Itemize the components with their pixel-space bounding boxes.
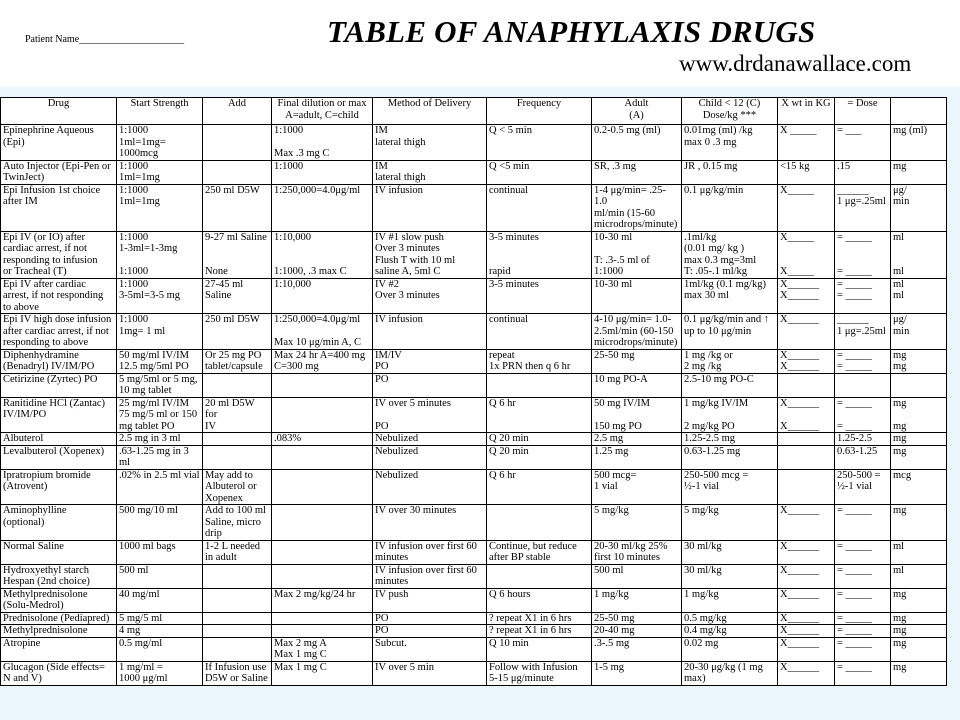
cell-unit: mg [891, 637, 947, 661]
cell-dose: = _____ [835, 625, 891, 638]
table-area [0, 87, 960, 720]
cell-method: IM lateral thigh [373, 125, 487, 161]
cell-dose: 0.63-1.25 [835, 445, 891, 469]
cell-drug: Albuterol [1, 433, 117, 446]
cell-final-dilution: 1:10,000 [272, 278, 373, 314]
page-title: TABLE OF ANAPHYLAXIS DRUGS [327, 14, 816, 49]
cell-child-dose: 20-30 μg/kg (1 mg max) [682, 661, 778, 685]
cell-unit: mg mg [891, 397, 947, 433]
header-final-dilution: Final dilution or max A=adult, C=child [272, 98, 373, 125]
cell-child-dose: 0.02 mg [682, 637, 778, 661]
cell-method: IV over 30 minutes [373, 505, 487, 541]
cell-dose [835, 373, 891, 397]
cell-frequency: ? repeat X1 in 6 hrs [487, 612, 592, 625]
cell-method: IV infusion over first 60 minutes [373, 540, 487, 564]
cell-final-dilution [272, 564, 373, 588]
table-header-row [1, 98, 947, 125]
cell-add: If Infusion use D5W or Saline [203, 661, 272, 685]
cell-adult-dose: 20-40 mg [592, 625, 682, 638]
cell-add [203, 373, 272, 397]
cell-adult-dose: 1.25 mg [592, 445, 682, 469]
cell-dose: = _____ [835, 637, 891, 661]
cell-adult-dose: SR, .3 mg [592, 160, 682, 184]
cell-adult-dose: 10-30 ml [592, 278, 682, 314]
cell-drug: Epi IV high dose infusion after cardiac arrest, if not responding to above [1, 314, 117, 350]
cell-dose: = _____ [835, 612, 891, 625]
cell-drug: Hydroxyethyl starch Hespan (2nd choice) [1, 564, 117, 588]
cell-start-strength: 1:1000 1mg= 1 ml [117, 314, 203, 350]
table-row [1, 373, 947, 397]
cell-drug: Glucagon (Side effects= N and V) [1, 661, 117, 685]
cell-frequency: Follow with Infusion 5-15 μg/minute [487, 661, 592, 685]
cell-unit [891, 373, 947, 397]
table-row [1, 314, 947, 350]
cell-add: 20 ml D5W for IV [203, 397, 272, 433]
cell-unit: μg/ min [891, 314, 947, 350]
cell-start-strength: 1:1000 3-5ml=3-5 mg [117, 278, 203, 314]
cell-dose: .15 [835, 160, 891, 184]
cell-method: IM lateral thigh [373, 160, 487, 184]
cell-dose: = _____ = _____ [835, 231, 891, 278]
cell-method: Subcut. [373, 637, 487, 661]
cell-weight: X _____ [778, 125, 835, 161]
header-unit [891, 98, 947, 125]
cell-weight [778, 373, 835, 397]
cell-final-dilution: Max 24 hr A=400 mg C=300 mg [272, 349, 373, 373]
cell-weight: X______ [778, 625, 835, 638]
cell-dose: = ___ [835, 125, 891, 161]
cell-drug: Atropine [1, 637, 117, 661]
cell-start-strength: 1:1000 1ml=1mg [117, 160, 203, 184]
cell-start-strength: 1:1000 1ml=1mg= 1000mcg [117, 125, 203, 161]
cell-start-strength: 2.5 mg in 3 ml [117, 433, 203, 446]
cell-weight: X______ [778, 505, 835, 541]
cell-add: 27-45 ml Saline [203, 278, 272, 314]
cell-unit: mg [891, 661, 947, 685]
cell-frequency: continual [487, 314, 592, 350]
cell-weight: X______ [778, 314, 835, 350]
cell-unit: mg [891, 433, 947, 446]
cell-start-strength: 40 mg/ml [117, 588, 203, 612]
header-dose: = Dose [835, 98, 891, 125]
table-row [1, 661, 947, 685]
cell-final-dilution [272, 397, 373, 433]
cell-frequency: Q 20 min [487, 433, 592, 446]
cell-frequency: Q < 5 min [487, 125, 592, 161]
header-child: Child < 12 (C) Dose/kg *** [682, 98, 778, 125]
cell-dose: = _____ [835, 588, 891, 612]
cell-unit: ml ml [891, 278, 947, 314]
cell-unit: mg mg [891, 349, 947, 373]
cell-unit: ml ml [891, 231, 947, 278]
cell-unit: mg [891, 625, 947, 638]
cell-start-strength: 0.5 mg/ml [117, 637, 203, 661]
patient-name-field: Patient Name_____________________ [25, 34, 185, 45]
cell-dose: = _____ = _____ [835, 278, 891, 314]
cell-method: IV infusion [373, 314, 487, 350]
cell-dose: = _____ = _____ [835, 349, 891, 373]
cell-method: IM/IV PO [373, 349, 487, 373]
cell-adult-dose: 4-10 μg/min= 1.0- 2.5ml/min (60-150 microdrops/minute) [592, 314, 682, 350]
cell-method: IV over 5 min [373, 661, 487, 685]
cell-weight: X______ [778, 540, 835, 564]
cell-final-dilution [272, 445, 373, 469]
cell-start-strength: 500 mg/10 ml [117, 505, 203, 541]
cell-unit: mg (ml) [891, 125, 947, 161]
cell-method: PO [373, 612, 487, 625]
cell-frequency: Continue, but reduce after BP stable [487, 540, 592, 564]
table-row [1, 397, 947, 433]
table-row [1, 625, 947, 638]
cell-adult-dose: 10 mg PO-A [592, 373, 682, 397]
cell-final-dilution: 1:10,000 1:1000, .3 max C [272, 231, 373, 278]
cell-weight: X_____ X_____ [778, 231, 835, 278]
cell-add [203, 625, 272, 638]
cell-frequency: ? repeat X1 in 6 hrs [487, 625, 592, 638]
cell-adult-dose: 25-50 mg [592, 349, 682, 373]
cell-drug: Epi Infusion 1st choice after IM [1, 184, 117, 231]
cell-weight [778, 445, 835, 469]
cell-dose: 250-500 = ½-1 vial [835, 469, 891, 505]
cell-drug: Epi IV after cardiac arrest, if not responding to above [1, 278, 117, 314]
cell-final-dilution [272, 505, 373, 541]
cell-final-dilution [272, 373, 373, 397]
cell-drug: Methylprednisolone (Solu-Medrol) [1, 588, 117, 612]
cell-start-strength: .02% in 2.5 ml vial [117, 469, 203, 505]
cell-dose: = _____ [835, 564, 891, 588]
cell-dose: = _____ [835, 505, 891, 541]
cell-child-dose: 0.1 μg/kg/min and ↑ up to 10 μg/min [682, 314, 778, 350]
cell-add [203, 637, 272, 661]
cell-frequency: repeat 1x PRN then q 6 hr [487, 349, 592, 373]
cell-method: Nebulized [373, 433, 487, 446]
cell-unit: mg [891, 588, 947, 612]
cell-child-dose: 1 mg/kg [682, 588, 778, 612]
cell-frequency: Q 6 hr [487, 469, 592, 505]
cell-start-strength: 1000 ml bags [117, 540, 203, 564]
cell-final-dilution: 1:250,000=4.0μg/ml Max 10 μg/min A, C [272, 314, 373, 350]
table-row [1, 540, 947, 564]
cell-weight [778, 433, 835, 446]
cell-adult-dose: 25-50 mg [592, 612, 682, 625]
cell-drug: Ranitidine HCl (Zantac) IV/IM/PO [1, 397, 117, 433]
cell-child-dose: 0.5 mg/kg [682, 612, 778, 625]
cell-frequency: continual [487, 184, 592, 231]
cell-dose: = _____ = _____ [835, 397, 891, 433]
cell-child-dose: 0.1 μg/kg/min [682, 184, 778, 231]
cell-drug: Aminophylline (optional) [1, 505, 117, 541]
cell-frequency: Q 20 min [487, 445, 592, 469]
cell-drug: Epi IV (or IO) after cardiac arrest, if not responding to infusion or Tracheal (T) [1, 231, 117, 278]
cell-adult-dose: 10-30 ml T: .3-.5 ml of 1:1000 [592, 231, 682, 278]
cell-drug: Ipratropium bromide (Atrovent) [1, 469, 117, 505]
cell-adult-dose: 500 ml [592, 564, 682, 588]
cell-start-strength: 1:1000 1ml=1mg [117, 184, 203, 231]
table-row [1, 445, 947, 469]
cell-method: PO [373, 625, 487, 638]
cell-child-dose: 1ml/kg (0.1 mg/kg) max 30 ml [682, 278, 778, 314]
cell-final-dilution: 1:1000 [272, 160, 373, 184]
cell-frequency: Q 6 hours [487, 588, 592, 612]
cell-start-strength: 1 mg/ml = 1000 μg/ml [117, 661, 203, 685]
cell-child-dose: 1 mg /kg or 2 mg /kg [682, 349, 778, 373]
cell-method: IV over 5 minutes PO [373, 397, 487, 433]
cell-weight: X______ [778, 637, 835, 661]
cell-child-dose: 1 mg/kg IV/IM 2 mg/kg PO [682, 397, 778, 433]
cell-method: IV #2 Over 3 minutes [373, 278, 487, 314]
cell-child-dose: .1ml/kg (0.01 mg/ kg ) max 0.3 mg=3ml T: .05-.1 ml/kg [682, 231, 778, 278]
cell-adult-dose: 50 mg IV/IM 150 mg PO [592, 397, 682, 433]
cell-start-strength: .63-1.25 mg in 3 ml [117, 445, 203, 469]
cell-add [203, 125, 272, 161]
cell-unit: mg [891, 612, 947, 625]
cell-child-dose: 0.4 mg/kg [682, 625, 778, 638]
cell-dose: 1.25-2.5 [835, 433, 891, 446]
cell-final-dilution: Max 1 mg C [272, 661, 373, 685]
cell-dose: ______ 1 μg=.25ml [835, 184, 891, 231]
cell-child-dose: 1.25-2.5 mg [682, 433, 778, 446]
cell-adult-dose: 0.2-0.5 mg (ml) [592, 125, 682, 161]
cell-start-strength: 500 ml [117, 564, 203, 588]
table-row [1, 588, 947, 612]
cell-final-dilution: Max 2 mg A Max 1 mg C [272, 637, 373, 661]
header-start-strength: Start Strength [117, 98, 203, 125]
cell-method: IV infusion [373, 184, 487, 231]
cell-add: 9-27 ml Saline None [203, 231, 272, 278]
cell-start-strength: 25 mg/ml IV/IM 75 mg/5 ml or 150 mg tablet PO [117, 397, 203, 433]
cell-frequency: Q 10 min [487, 637, 592, 661]
cell-adult-dose: 20-30 ml/kg 25% first 10 minutes [592, 540, 682, 564]
cell-drug: Cetirizine (Zyrtec) PO [1, 373, 117, 397]
cell-frequency [487, 564, 592, 588]
cell-adult-dose: 1 mg/kg [592, 588, 682, 612]
cell-frequency: 3-5 minutes [487, 278, 592, 314]
cell-unit: ml [891, 564, 947, 588]
cell-start-strength: 50 mg/ml IV/IM 12.5 mg/5ml PO [117, 349, 203, 373]
header-frequency: Frequency [487, 98, 592, 125]
table-row [1, 160, 947, 184]
table-row [1, 637, 947, 661]
cell-dose: = _____ [835, 661, 891, 685]
cell-add [203, 588, 272, 612]
cell-frequency: 3-5 minutes rapid [487, 231, 592, 278]
cell-child-dose: 5 mg/kg [682, 505, 778, 541]
cell-child-dose: JR , 0.15 mg [682, 160, 778, 184]
cell-final-dilution: Max 2 mg/kg/24 hr [272, 588, 373, 612]
cell-child-dose: 250-500 mcg = ½-1 vial [682, 469, 778, 505]
table-row [1, 184, 947, 231]
cell-method: Nebulized [373, 469, 487, 505]
cell-weight: X______ [778, 661, 835, 685]
cell-adult-dose: 1-5 mg [592, 661, 682, 685]
table-row [1, 612, 947, 625]
header-drug: Drug [1, 98, 117, 125]
header-method: Method of Delivery [373, 98, 487, 125]
cell-add: Or 25 mg PO tablet/capsule [203, 349, 272, 373]
cell-adult-dose: .3-.5 mg [592, 637, 682, 661]
anaphylaxis-drug-table [0, 97, 947, 686]
table-row [1, 505, 947, 541]
cell-add: Add to 100 ml Saline, micro drip [203, 505, 272, 541]
table-row [1, 433, 947, 446]
cell-method: IV push [373, 588, 487, 612]
cell-method: Nebulized [373, 445, 487, 469]
cell-adult-dose: 1-4 μg/min= .25-1.0 ml/min (15-60 microdrops/minute) [592, 184, 682, 231]
cell-final-dilution: .083% [272, 433, 373, 446]
cell-frequency: Q 6 hr [487, 397, 592, 433]
cell-start-strength: 4 mg [117, 625, 203, 638]
cell-child-dose: 2.5-10 mg PO-C [682, 373, 778, 397]
cell-unit: ml [891, 540, 947, 564]
cell-weight: X_____ [778, 184, 835, 231]
cell-frequency [487, 505, 592, 541]
cell-dose: ______ 1 μg=.25ml [835, 314, 891, 350]
cell-drug: Diphenhydramine (Benadryl) IV/IM/PO [1, 349, 117, 373]
cell-start-strength: 5 mg/5ml or 5 mg, 10 mg tablet [117, 373, 203, 397]
table-row [1, 469, 947, 505]
cell-weight: X______ [778, 612, 835, 625]
cell-child-dose: 30 ml/kg [682, 540, 778, 564]
cell-adult-dose: 2.5 mg [592, 433, 682, 446]
cell-drug: Normal Saline [1, 540, 117, 564]
cell-add [203, 564, 272, 588]
table-row [1, 278, 947, 314]
cell-weight: X______ [778, 588, 835, 612]
cell-unit: mg [891, 445, 947, 469]
cell-add: 250 ml D5W [203, 184, 272, 231]
cell-unit: mg [891, 160, 947, 184]
cell-drug: Prednisolone (Pediapred) [1, 612, 117, 625]
cell-add: May add to Albuterol or Xopenex [203, 469, 272, 505]
cell-adult-dose: 500 mcg= 1 vial [592, 469, 682, 505]
cell-weight [778, 469, 835, 505]
table-row [1, 231, 947, 278]
cell-frequency: Q <5 min [487, 160, 592, 184]
cell-add: 250 ml D5W [203, 314, 272, 350]
cell-add: 1-2 L needed in adult [203, 540, 272, 564]
cell-weight: X______ X______ [778, 278, 835, 314]
website-url: www.drdanawallace.com [679, 51, 912, 76]
cell-drug: Levalbuterol (Xopenex) [1, 445, 117, 469]
cell-add [203, 160, 272, 184]
cell-final-dilution [272, 469, 373, 505]
table-row [1, 125, 947, 161]
cell-method: IV infusion over first 60 minutes [373, 564, 487, 588]
header-weight: X wt in KG [778, 98, 835, 125]
cell-start-strength: 5 mg/5 ml [117, 612, 203, 625]
cell-frequency [487, 373, 592, 397]
cell-final-dilution [272, 612, 373, 625]
cell-add [203, 433, 272, 446]
table-row [1, 564, 947, 588]
cell-adult-dose: 5 mg/kg [592, 505, 682, 541]
cell-final-dilution [272, 540, 373, 564]
cell-unit: μg/ min [891, 184, 947, 231]
cell-drug: Methylprednisolone [1, 625, 117, 638]
header-adult: Adult (A) [592, 98, 682, 125]
cell-final-dilution: 1:250,000=4.0μg/ml [272, 184, 373, 231]
header-add: Add [203, 98, 272, 125]
cell-unit: mg [891, 505, 947, 541]
cell-child-dose: 30 ml/kg [682, 564, 778, 588]
cell-method: IV #1 slow push Over 3 minutes Flush T with 10 ml saline A, 5ml C [373, 231, 487, 278]
cell-weight: X______ X______ [778, 349, 835, 373]
cell-method: PO [373, 373, 487, 397]
cell-add [203, 445, 272, 469]
cell-add [203, 612, 272, 625]
cell-unit: mcg [891, 469, 947, 505]
cell-final-dilution: 1:1000 Max .3 mg C [272, 125, 373, 161]
table-row [1, 349, 947, 373]
cell-weight: X______ X______ [778, 397, 835, 433]
cell-weight: <15 kg [778, 160, 835, 184]
cell-child-dose: 0.63-1.25 mg [682, 445, 778, 469]
cell-weight: X______ [778, 564, 835, 588]
cell-drug: Epinephrine Aqueous (Epi) [1, 125, 117, 161]
cell-child-dose: 0.01mg (ml) /kg max 0 .3 mg [682, 125, 778, 161]
cell-start-strength: 1:1000 1-3ml=1-3mg 1:1000 [117, 231, 203, 278]
cell-dose: = _____ [835, 540, 891, 564]
cell-final-dilution [272, 625, 373, 638]
cell-drug: Auto Injector (Epi-Pen or TwinJect) [1, 160, 117, 184]
